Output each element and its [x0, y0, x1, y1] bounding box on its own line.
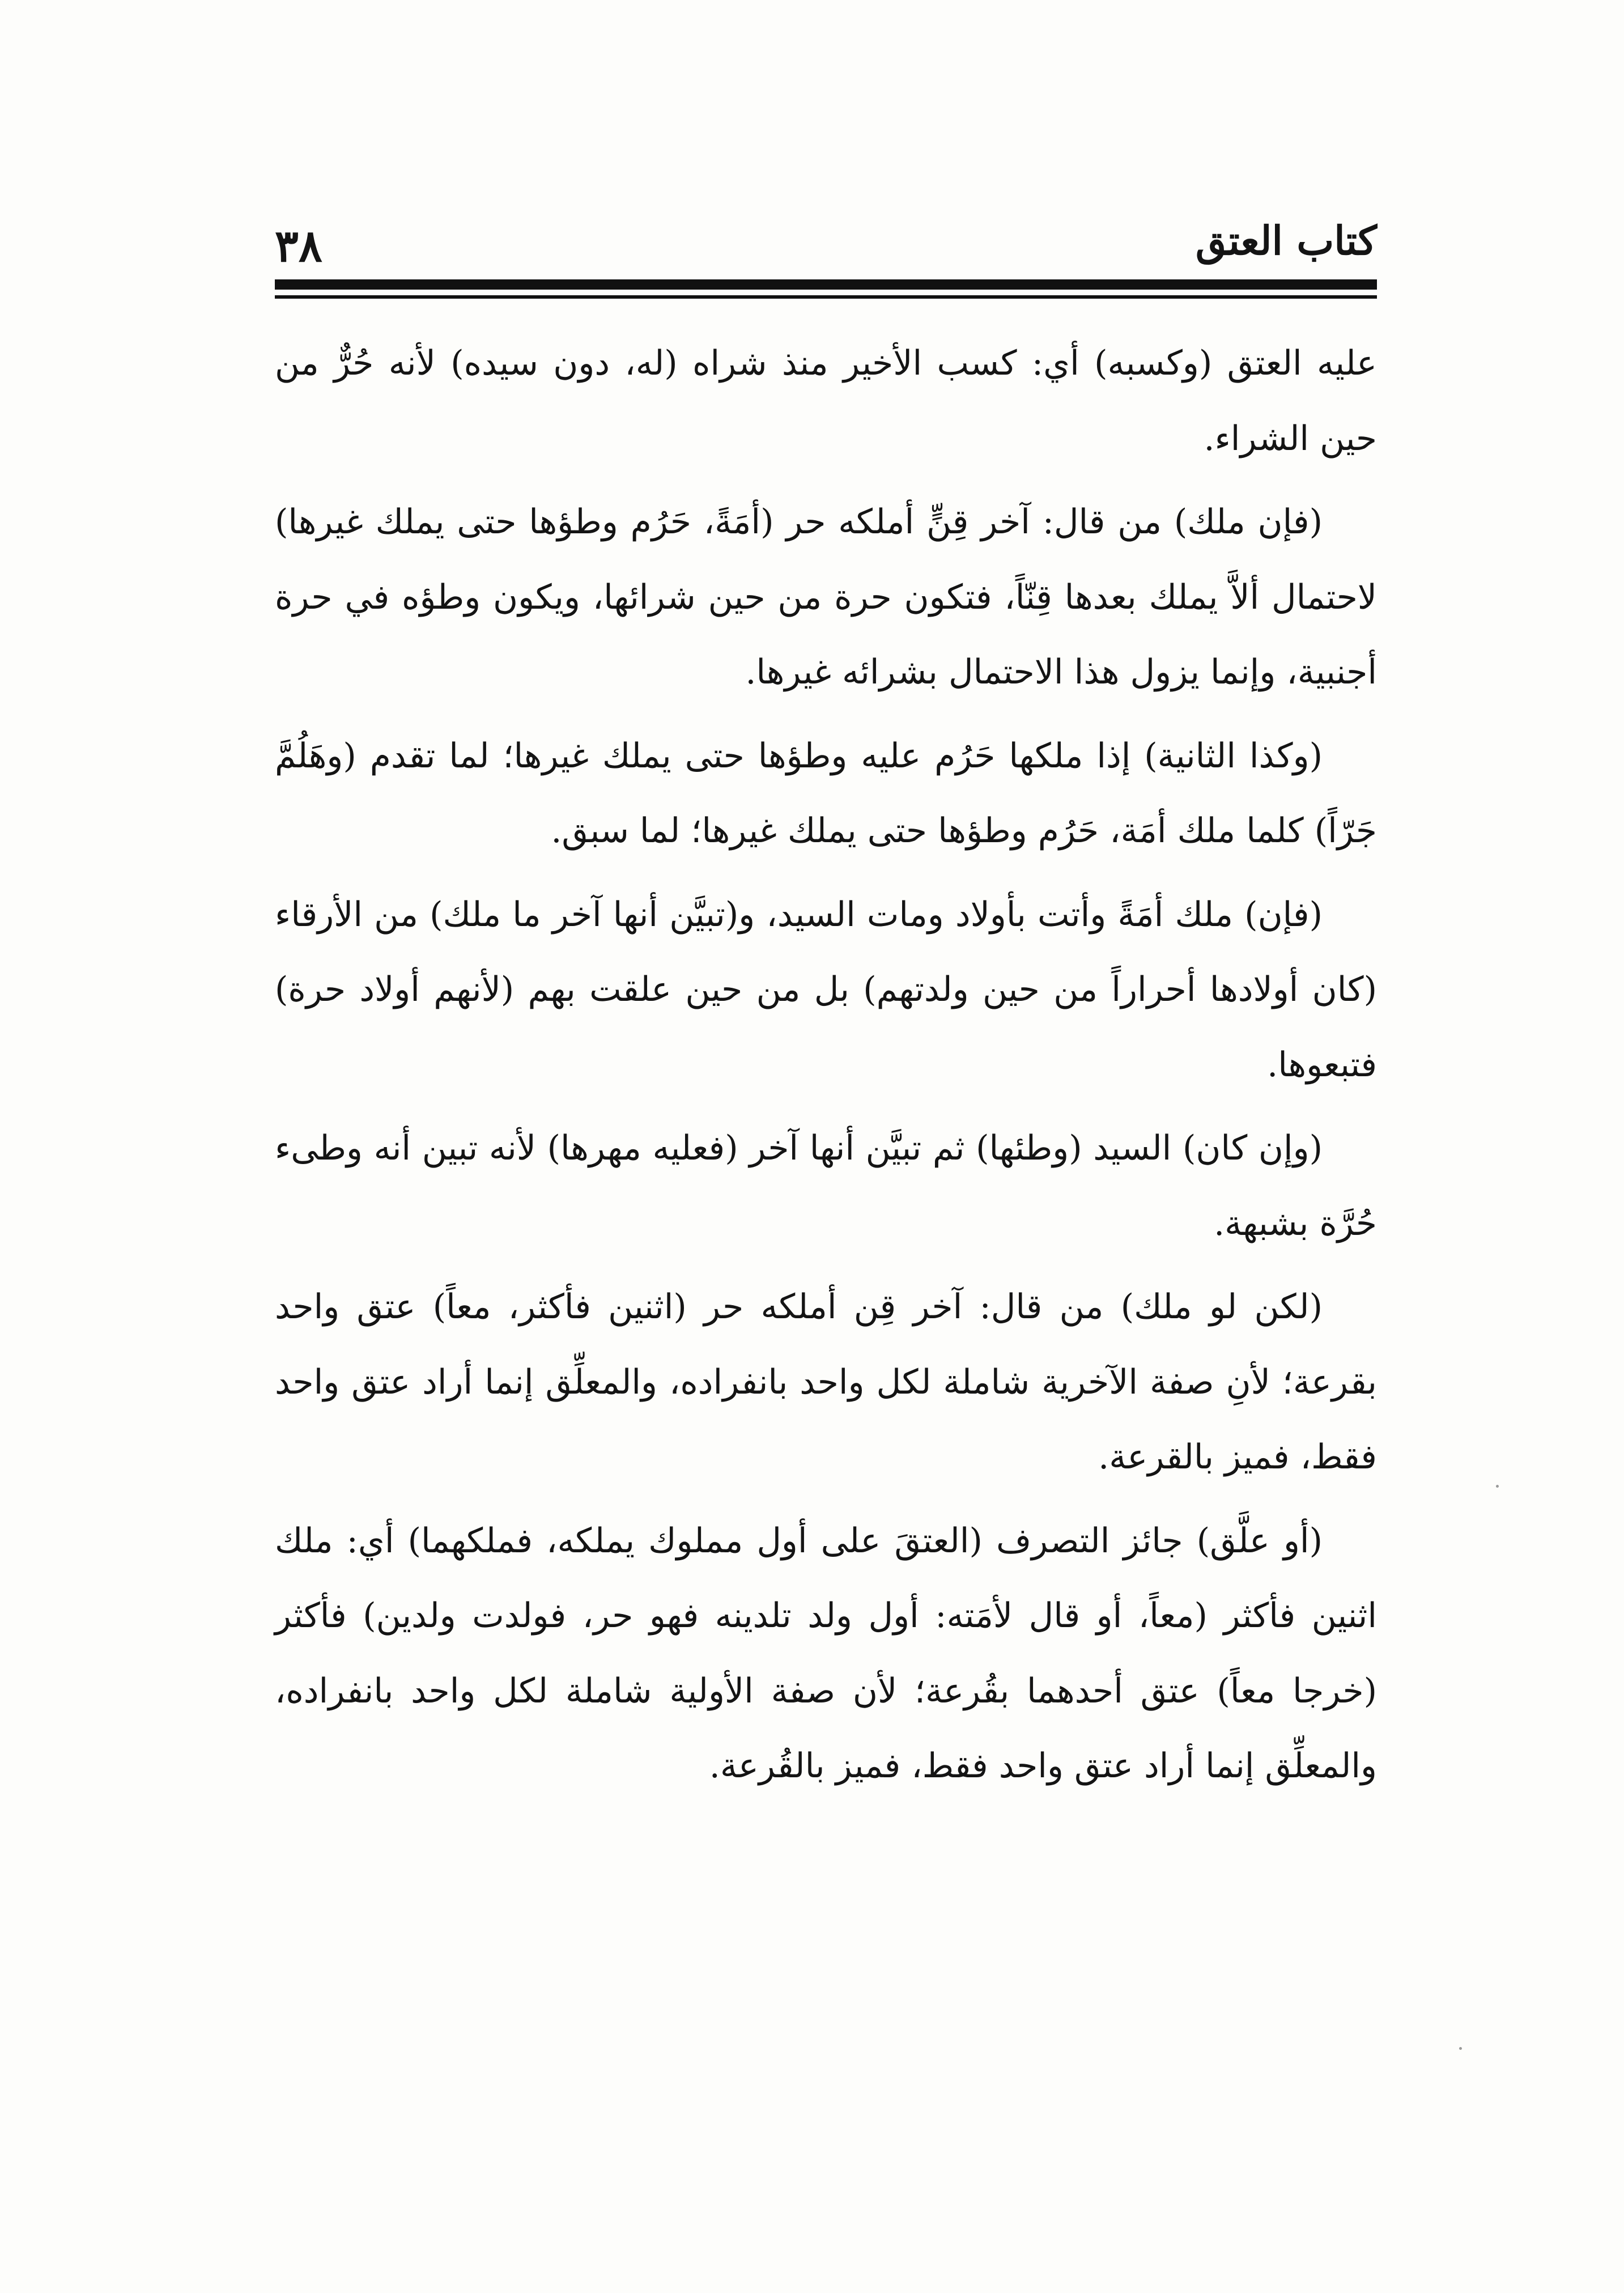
paragraph: (لكن لو ملك) من قال: آخر قِن أملكه حر (اثنين فأكثر، معاً) عتق واحد بقرعة؛ لأنِ صفة الآخرية شاملة لكل واحد بانفراده، والمعلِّق إنما أراد عتق واحد فقط، فميز بالقرعة.	[275, 1287, 1377, 1477]
scan-speck	[1496, 1485, 1499, 1488]
scan-speck	[1459, 2047, 1462, 2050]
paragraph: (فإن) ملك أمَةً وأتت بأولاد ومات السيد، و(تبيَّن أنها آخر ما ملك) من الأرقاء (كان أولادها أحراراً من حين ولدتهم) بل من حين علقت بهم (لأنهم أولاد حرة) فتبعوها.	[275, 894, 1377, 1085]
paragraph: (وكذا الثانية) إذا ملكها حَرُم عليه وطؤها حتى يملك غيرها؛ لما تقدم (وهَلُمَّ جَرّاً) كلما ملك أمَة، حَرُم وطؤها حتى يملك غيرها؛ لما سبق.	[275, 736, 1377, 851]
paragraph: (وإن كان) السيد (وطئها) ثم تبيَّن أنها آخر (فعليه مهرها) لأنه تبين أنه وطىء حُرَّة بشبهة.	[275, 1128, 1377, 1243]
page-header	[275, 213, 1377, 326]
paragraph: (أو علَّق) جائز التصرف (العتقَ على أول مملوك يملكه، فملكهما) أي: ملك اثنين فأكثر (معاً، أو قال لأمَته: أول ولد تلدينه فهو حر، فولدت ولدين) فأكثر (خرجا معاً) عتق أحدهما بقُرعة؛ لأن صفة الأولية شاملة لكل واحد بانفراده، والمعلِّق إنما أراد عتق واحد فقط، فميز بالقُرعة.	[275, 1521, 1377, 1786]
paragraph: (فإن ملك) من قال: آخر قِنٍّ أملكه حر (أمَةً، حَرُم وطؤها حتى يملك غيرها) لاحتمال ألاَّ يملك بعدها قِنّاً، فتكون حرة من حين شرائها، ويكون وطؤه في حرة أجنبية، وإنما يزول هذا الاحتمال بشرائه غيرها.	[275, 502, 1377, 692]
header-rule-thin	[275, 295, 1377, 299]
page-number: ٣٨	[275, 220, 322, 272]
paragraph: عليه العتق (وكسبه) أي: كسب الأخير منذ شراه (له، دون سيده) لأنه حُرٌّ من حين الشراء.	[275, 343, 1377, 458]
body-text	[275, 326, 1377, 1804]
header-rule-thick	[275, 279, 1377, 290]
running-title: كتاب العتق	[1195, 217, 1377, 264]
